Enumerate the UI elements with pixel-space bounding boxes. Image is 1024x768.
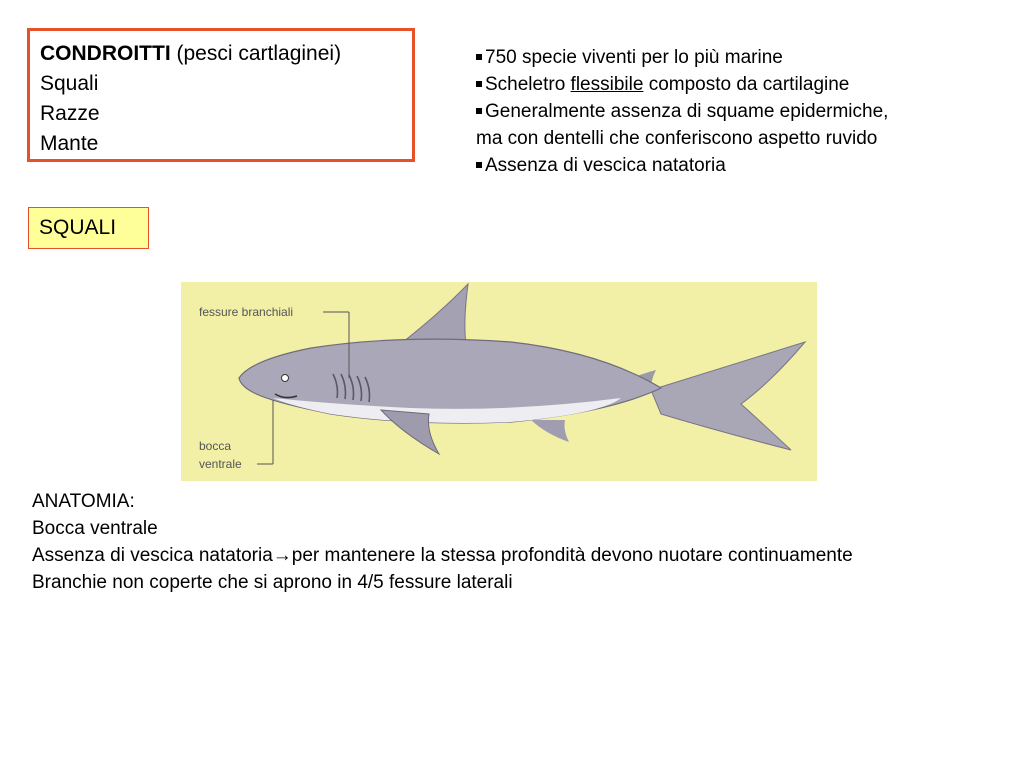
- anatomy-text: per mantenere la stessa profondità devono nuotare continuamente: [291, 545, 853, 566]
- condroitti-item-mante: Mante: [40, 132, 99, 155]
- fact-item: [476, 44, 1016, 71]
- facts-list: [476, 44, 1016, 179]
- fact-item: [476, 71, 1016, 98]
- arrow-right-icon: →: [272, 545, 292, 566]
- bullet-icon: [476, 108, 482, 114]
- anatomy-heading: ANATOMIA:: [32, 491, 135, 512]
- bullet-icon: [476, 81, 482, 87]
- label-gills: fessure branchiali: [199, 305, 294, 319]
- fact-text: composto da cartilagine: [643, 74, 850, 95]
- anatomy-line: Branchie non coperte che si aprono in 4/5 fessure laterali: [32, 572, 513, 593]
- label-mouth-2: ventrale: [199, 457, 242, 471]
- shark-figure: [181, 282, 817, 481]
- anatomy-line: Bocca ventrale: [32, 518, 158, 539]
- shark-eye: [282, 375, 289, 382]
- condroitti-item-squali: Squali: [40, 72, 99, 95]
- fact-text: 750 specie viventi per lo più marine: [485, 47, 783, 68]
- condroitti-box: [27, 28, 415, 162]
- fact-item: [476, 98, 1016, 125]
- anatomy-section: [32, 488, 1022, 596]
- fact-text: Assenza di vescica natatoria: [485, 155, 726, 176]
- fact-continuation: ma con dentelli che conferiscono aspetto ruvido: [476, 128, 878, 149]
- condroitti-title-bold: CONDROITTI: [40, 42, 171, 65]
- condroitti-title: [40, 39, 412, 69]
- condroitti-item-razze: Razze: [40, 102, 100, 125]
- anatomy-text: Assenza di vescica natatoria: [32, 545, 273, 566]
- fact-underlined-word: flessibile: [570, 74, 644, 95]
- bullet-icon: [476, 54, 482, 60]
- bullet-icon: [476, 162, 482, 168]
- section-label-squali: SQUALI: [28, 207, 149, 249]
- fact-text: Scheletro: [485, 74, 571, 95]
- condroitti-title-rest: (pesci cartlaginei): [170, 42, 342, 65]
- shark-illustration: [181, 282, 817, 481]
- label-mouth-1: bocca: [199, 439, 232, 453]
- fact-text: Generalmente assenza di squame epidermiche,: [485, 101, 889, 122]
- anatomy-line: [32, 542, 1022, 569]
- fact-item: [476, 152, 1016, 179]
